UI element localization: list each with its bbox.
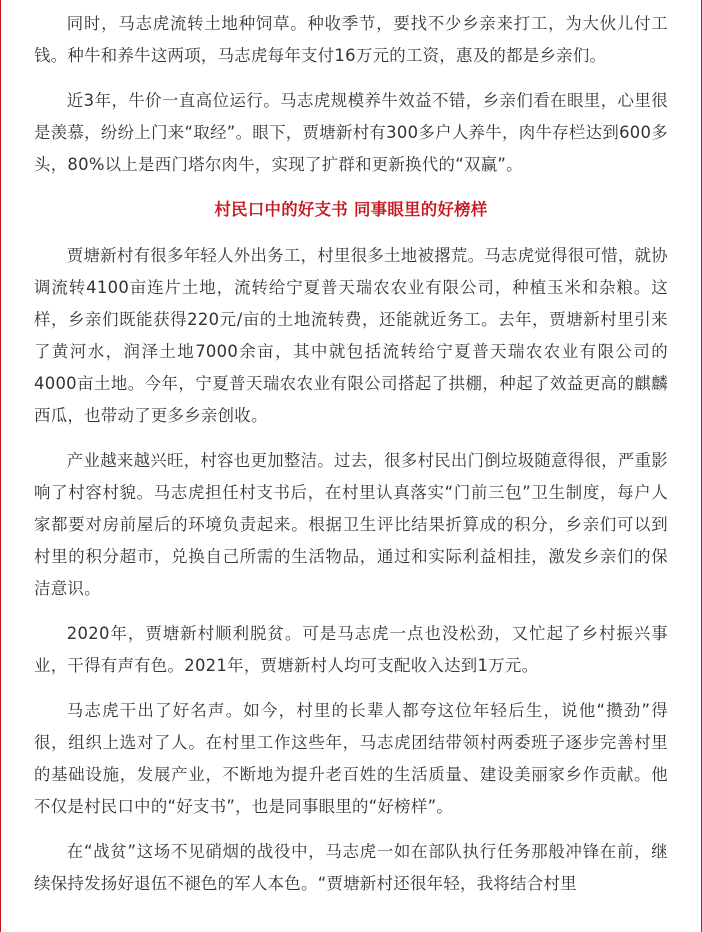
paragraph-cattle-prices: 近3年，牛价一直高位运行。马志虎规模养牛效益不错，乡亲们看在眼里，心里很是羡慕，纷纷上门来“取经”。眼下，贾塘新村有300多户人养牛，肉牛存栏达到600多头，80%以上是西门塔尔肉牛，实现了扩群和更新换代的“双赢”。 <box>34 91 668 174</box>
paragraph-good-reputation: 马志虎干出了好名声。如今，村里的长辈人都夸这位年轻后生，说他“攒劲”得很，组织上选对了人。在村里工作这些年，马志虎团结带领村两委班子逐步完善村里的基础设施，发展产业，不断地为提升老百姓的生活质量、建设美丽家乡作贡献。他不仅是村民口中的“好支书”，也是同事眼里的“好榜样”。 <box>34 701 668 816</box>
article-body <box>34 8 668 913</box>
paragraph-village-sanitation: 产业越来越兴旺，村容也更加整洁。过去，很多村民出门倒垃圾随意得很，严重影响了村容村貌。马志虎担任村支书后，在村里认真落实“门前三包”卫生制度，每户人家都要对房前屋后的环境负责起来。根据卫生评比结果折算成的积分，乡亲们可以到村里的积分超市，兑换自己所需的生活物品，通过和实际利益相挂，激发乡亲们的保洁意识。 <box>34 451 668 598</box>
section-subheading: 村民口中的好支书 同事眼里的好榜样 <box>214 200 488 219</box>
paragraph-land-transfer: 贾塘新村有很多年轻人外出务工，村里很多土地被撂荒。马志虎觉得很可惜，就协调流转4100亩连片土地，流转给宁夏普天瑞农农业有限公司，种植玉米和杂粮。这样，乡亲们既能获得220元/亩的土地流转费，还能就近务工。去年，贾塘新村里引来了黄河水，润泽土地7000余亩，其中就包括流转给宁夏普天瑞农农业有限公司的4000亩土地。今年，宁夏普天瑞农农业有限公司搭起了拱棚，种起了效益更高的麒麟西瓜，也带动了更多乡亲创收。 <box>34 246 668 425</box>
paragraph-poverty-exit: 2020年，贾塘新村顺利脱贫。可是马志虎一点也没松劲，又忙起了乡村振兴事业，干得有声有色。2021年，贾塘新村人均可支配收入达到1万元。 <box>34 624 668 675</box>
paragraph-soldier-spirit: 在“战贫”这场不见硝烟的战役中，马志虎一如在部队执行任务那般冲锋在前，继续保持发扬好退伍不褪色的军人本色。“贾塘新村还很年轻，我将结合村里 <box>34 842 668 893</box>
paragraph-forage-wages: 同时，马志虎流转土地种饲草。种收季节，要找不少乡亲来打工，为大伙儿付工钱。种牛和养牛这两项，马志虎每年支付16万元的工资，惠及的都是乡亲们。 <box>34 14 668 65</box>
